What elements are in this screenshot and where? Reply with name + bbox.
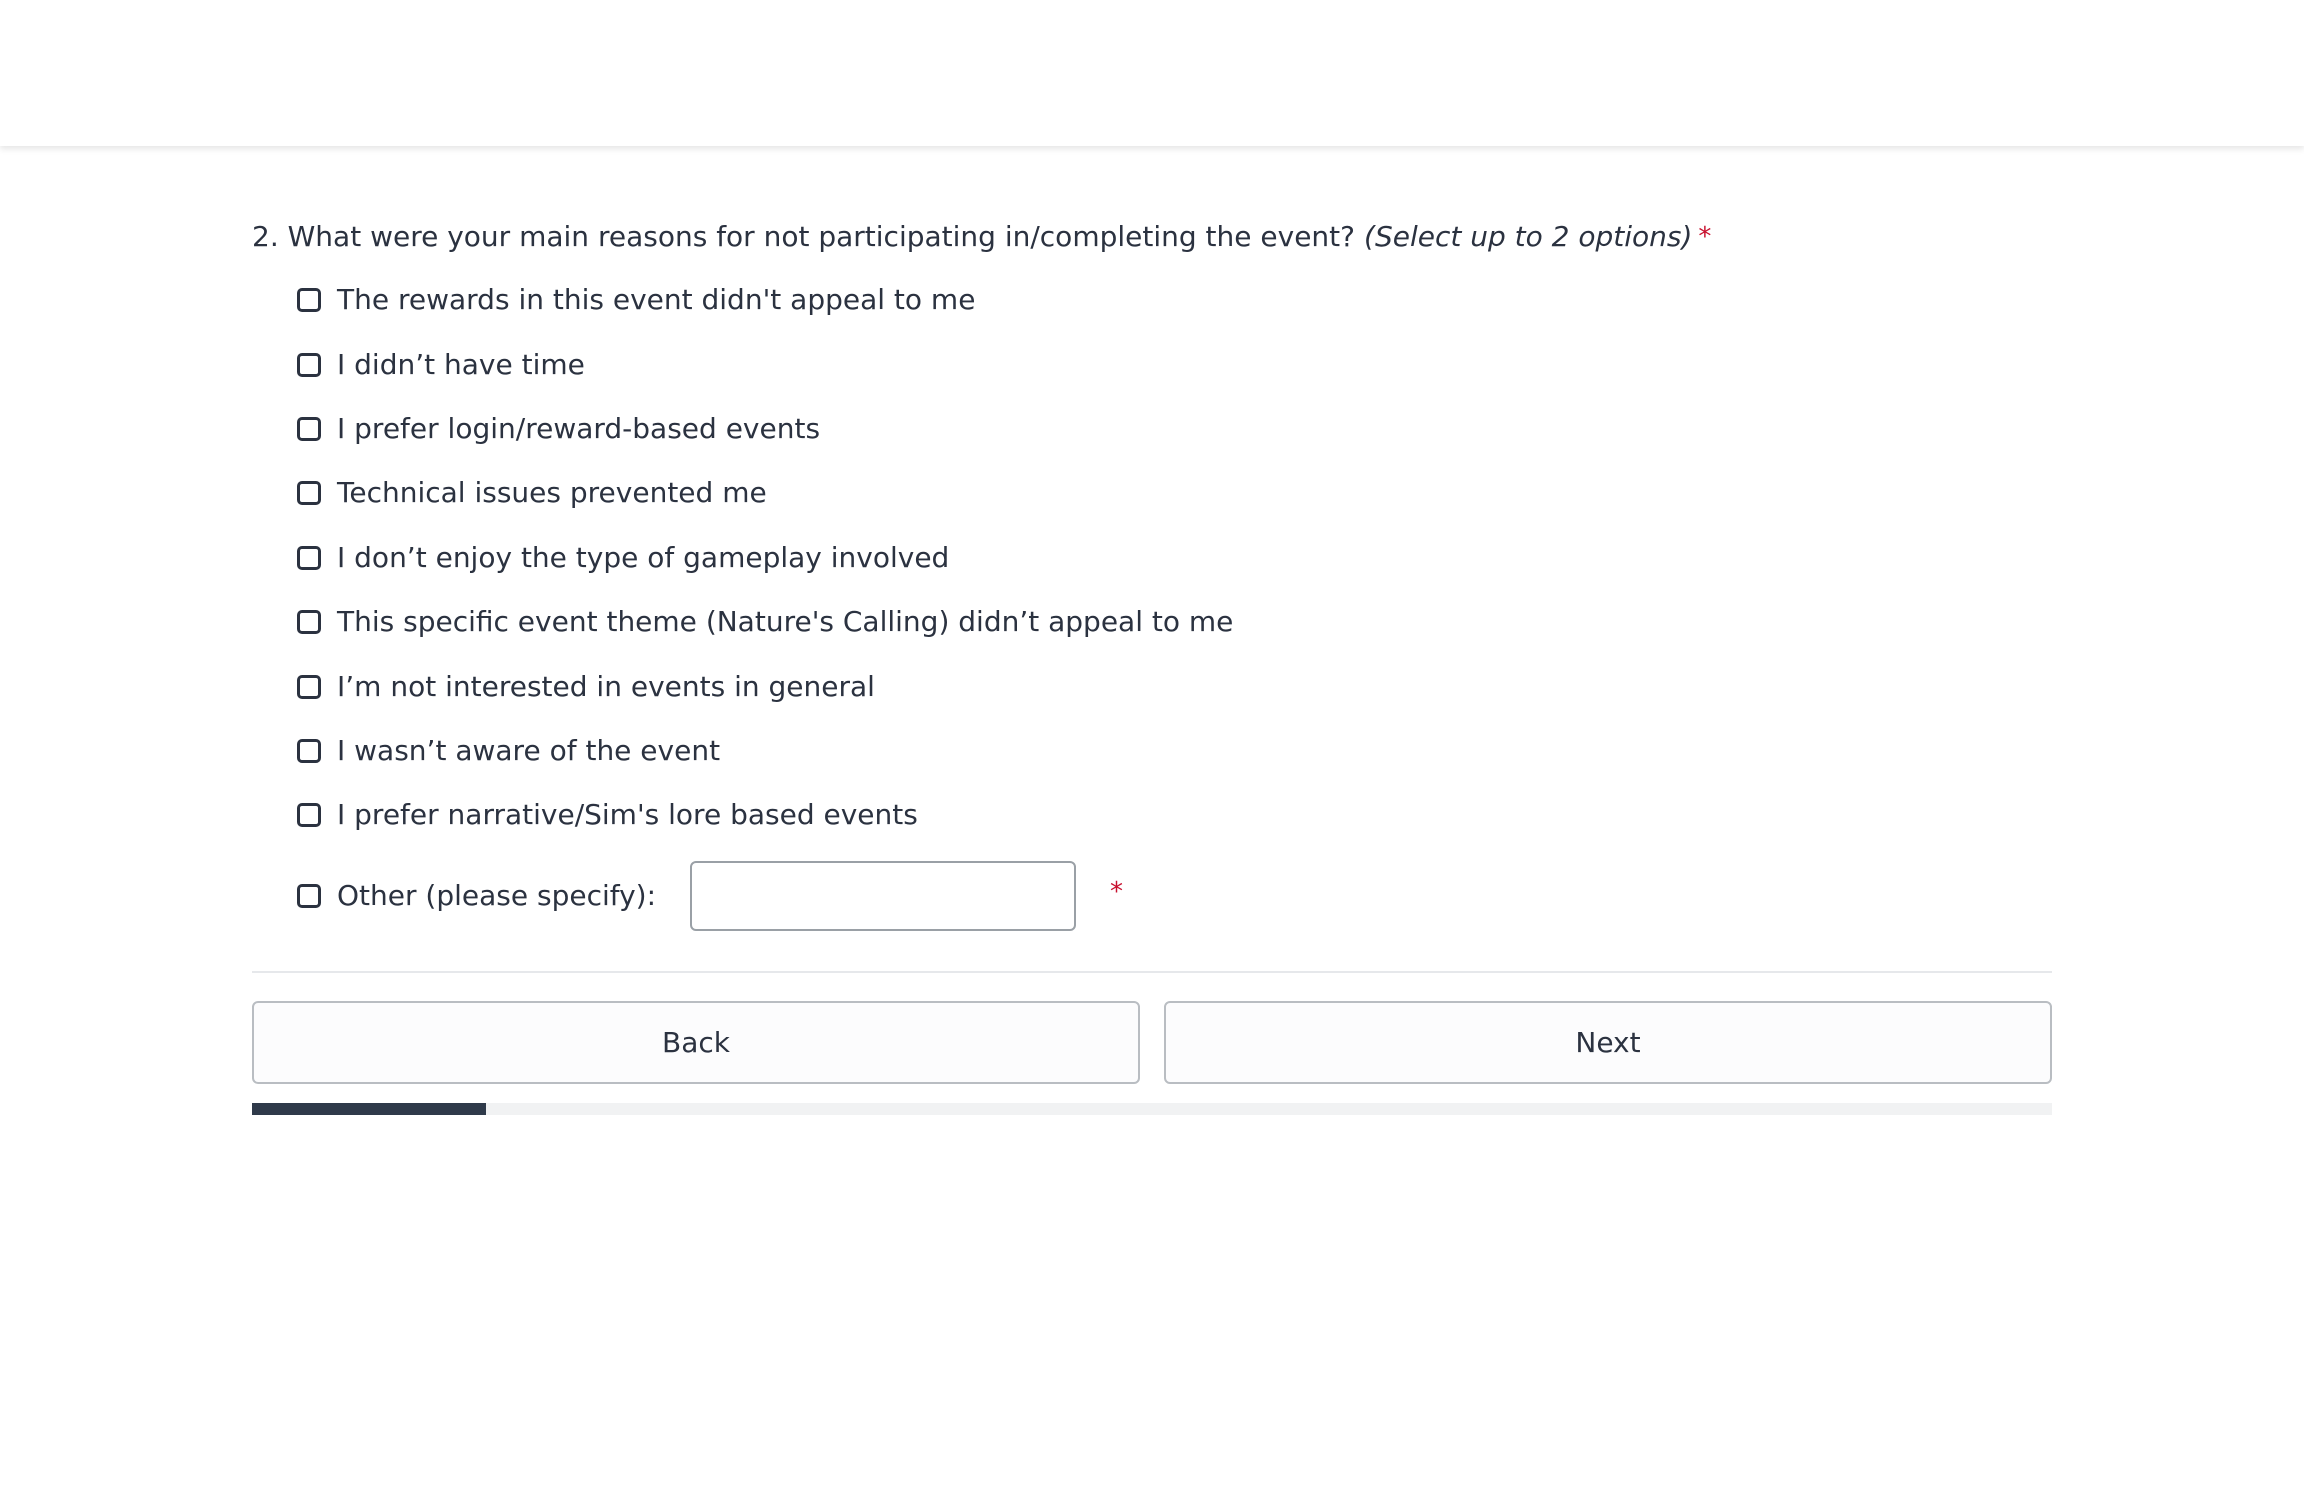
checkbox[interactable] bbox=[297, 546, 321, 570]
option-gameplay-type[interactable] bbox=[297, 526, 2052, 590]
required-asterisk: * bbox=[1110, 876, 1124, 907]
divider bbox=[252, 971, 2052, 973]
checkbox[interactable] bbox=[297, 739, 321, 763]
progress-bar-fill bbox=[252, 1103, 486, 1115]
option-label: This specific event theme (Nature's Calling) didn’t appeal to me bbox=[337, 605, 1234, 639]
checkbox[interactable] bbox=[297, 288, 321, 312]
checkbox[interactable] bbox=[297, 481, 321, 505]
option-label: I’m not interested in events in general bbox=[337, 669, 875, 703]
option-label: Technical issues prevented me bbox=[337, 476, 767, 510]
checkbox[interactable] bbox=[297, 803, 321, 827]
checkbox[interactable] bbox=[297, 884, 321, 908]
option-no-time[interactable] bbox=[297, 332, 2052, 396]
option-label: I prefer narrative/Sim's lore based events bbox=[337, 798, 918, 832]
next-button[interactable]: Next bbox=[1164, 1001, 2052, 1084]
option-not-interested[interactable] bbox=[297, 654, 2052, 718]
option-technical-issues[interactable] bbox=[297, 461, 2052, 525]
progress-bar bbox=[252, 1103, 2052, 1115]
option-label: I didn’t have time bbox=[337, 347, 585, 381]
question-note: (Select up to 2 options) bbox=[1364, 220, 1693, 253]
question-text: 2. What were your main reasons for not participating in/completing the event? bbox=[252, 220, 1356, 253]
option-event-theme[interactable] bbox=[297, 590, 2052, 654]
option-rewards[interactable] bbox=[297, 268, 2052, 332]
required-asterisk: * bbox=[1698, 222, 1712, 252]
page-header bbox=[0, 0, 2304, 146]
option-login-reward[interactable] bbox=[297, 397, 2052, 461]
option-other[interactable] bbox=[297, 848, 2052, 944]
checkbox[interactable] bbox=[297, 353, 321, 377]
option-label: The rewards in this event didn't appeal to me bbox=[337, 283, 976, 317]
question-title bbox=[252, 212, 2052, 262]
option-label: I prefer login/reward-based events bbox=[337, 411, 821, 445]
survey-question-block bbox=[252, 212, 2052, 944]
navigation-buttons bbox=[252, 1001, 2052, 1084]
option-label: Other (please specify): bbox=[337, 878, 657, 912]
options-list bbox=[297, 268, 2052, 944]
back-button[interactable]: Back bbox=[252, 1001, 1140, 1084]
option-narrative-lore[interactable] bbox=[297, 783, 2052, 847]
option-label: I don’t enjoy the type of gameplay involved bbox=[337, 540, 950, 574]
checkbox[interactable] bbox=[297, 675, 321, 699]
checkbox[interactable] bbox=[297, 610, 321, 634]
other-specify-input[interactable] bbox=[690, 861, 1076, 931]
checkbox[interactable] bbox=[297, 417, 321, 441]
option-label: I wasn’t aware of the event bbox=[337, 733, 721, 767]
option-not-aware[interactable] bbox=[297, 719, 2052, 783]
